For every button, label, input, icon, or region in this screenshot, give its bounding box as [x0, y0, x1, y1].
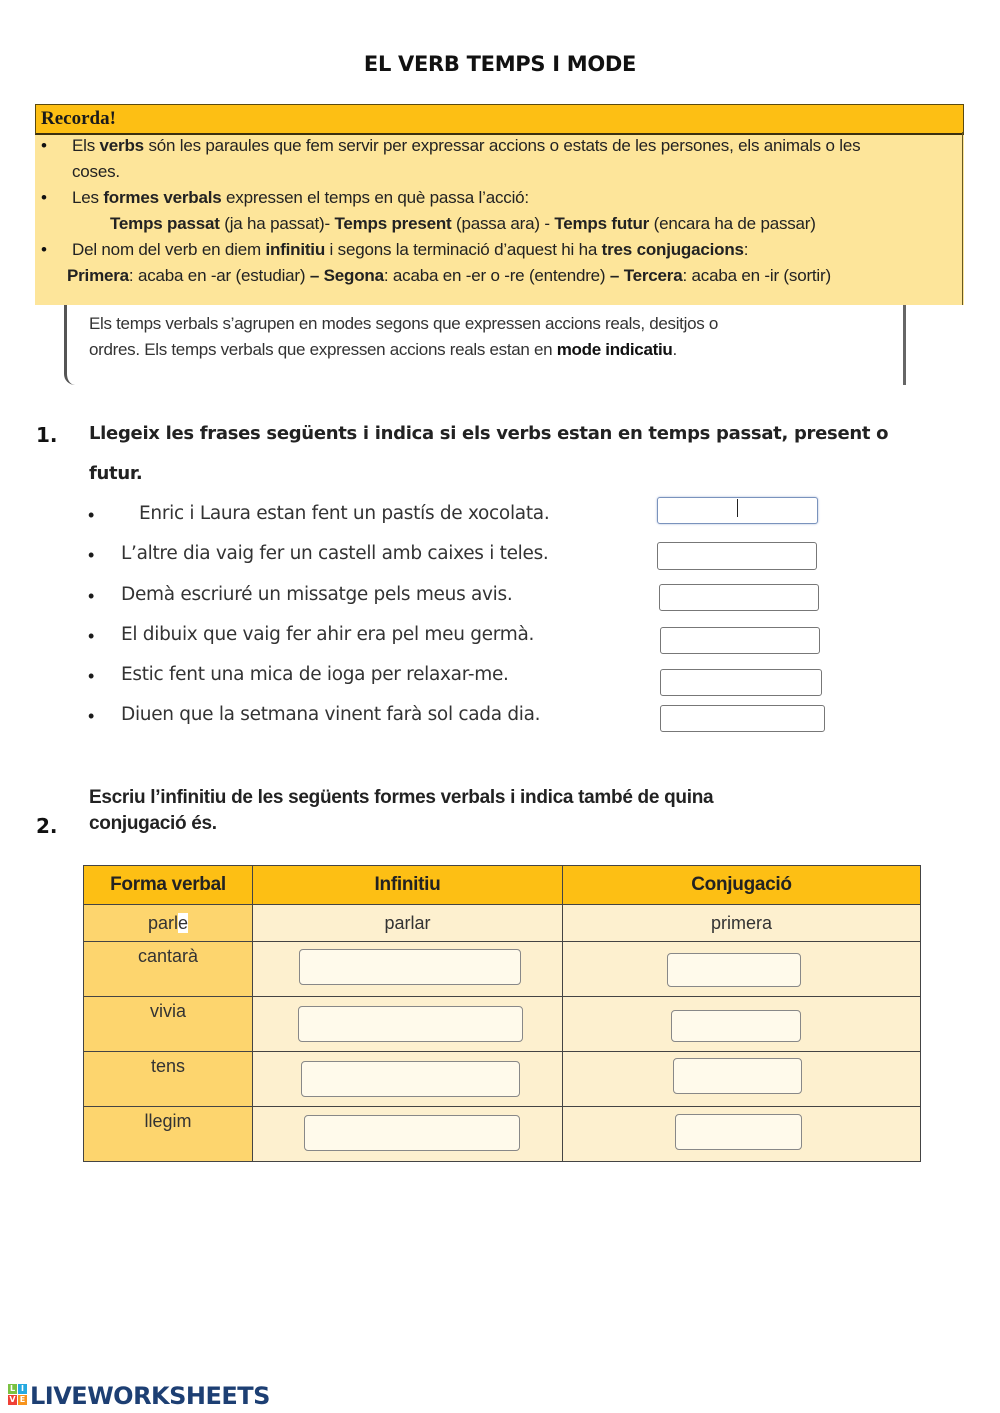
exercise-2-number: 2.	[36, 814, 58, 838]
verb-table	[83, 865, 921, 1162]
exercise-1-number: 1.	[36, 423, 58, 447]
bullet: •	[88, 545, 95, 565]
forma-cell: vivia	[84, 997, 253, 1052]
table-row	[84, 997, 921, 1052]
recorda-bullet-1: Els verbs són les paraules que fem servir per expressar accions o estats de les persones, els animals o les	[72, 136, 861, 155]
conjugacio-input-4[interactable]	[675, 1114, 802, 1150]
recorda-bullet-2: Les formes verbals expressen el temps en què passa l’acció:	[72, 188, 529, 207]
logo-text: LIVEWORKSHEETS	[30, 1382, 270, 1410]
bullet: •	[88, 505, 95, 525]
divider	[962, 132, 963, 305]
sentence-text: Diuen que la setmana vinent farà sol cada dia.	[121, 704, 541, 725]
answer-input-1[interactable]	[657, 497, 818, 524]
conjugacio-input-2[interactable]	[671, 1010, 801, 1042]
sentence-text: Estic fent una mica de ioga per relaxar-me.	[121, 664, 509, 685]
bullet: •	[41, 136, 47, 155]
infinitiu-cell	[253, 997, 563, 1052]
infinitiu-input-1[interactable]	[299, 949, 521, 985]
infinitiu-input-4[interactable]	[304, 1115, 520, 1151]
page-title: EL VERB TEMPS I MODE	[363, 52, 637, 76]
recorda-bullet-3: Del nom del verb en diem infinitiu i segons la terminació d’aquest hi ha tres conjugacions:	[72, 240, 749, 259]
bullet: •	[88, 666, 95, 686]
infinitiu-cell	[253, 1107, 563, 1162]
bullet: •	[41, 240, 47, 259]
conjugacio-input-1[interactable]	[667, 953, 801, 987]
recorda-heading: Recorda!	[41, 108, 116, 129]
infinitiu-input-3[interactable]	[301, 1061, 520, 1097]
bullet: •	[88, 586, 95, 606]
sentence-text: El dibuix que vaig fer ahir era pel meu germà.	[121, 624, 535, 645]
modes-line-1: Els temps verbals s’agrupen en modes segons que expressen accions reals, desitjos o	[89, 314, 719, 333]
conjugacio-input-3[interactable]	[673, 1058, 802, 1094]
infinitiu-cell: parlar	[253, 905, 563, 942]
text-caret	[737, 499, 738, 517]
conjugacio-cell	[563, 1052, 921, 1107]
bullet: •	[41, 188, 47, 207]
answer-input-6[interactable]	[660, 705, 825, 732]
exercise-2-instruction-2: conjugació és.	[89, 813, 217, 834]
recorda-bullet-1-cont: coses.	[72, 162, 120, 181]
forma-cell: parle	[84, 905, 253, 942]
infinitiu-cell	[253, 942, 563, 997]
answer-input-3[interactable]	[659, 584, 819, 611]
infinitiu-cell	[253, 1052, 563, 1107]
bracket-left	[64, 305, 75, 385]
forma-cell: llegim	[84, 1107, 253, 1162]
bullet: •	[88, 626, 95, 646]
table-header-row	[84, 866, 921, 905]
sentence-text: Enric i Laura estan fent un pastís de xocolata.	[139, 503, 550, 524]
infinitiu-input-2[interactable]	[298, 1006, 523, 1042]
bracket-right	[903, 305, 906, 385]
forma-cell: tens	[84, 1052, 253, 1107]
logo-tiles-icon: L I V E	[9, 1384, 26, 1404]
table-row	[84, 942, 921, 997]
header-forma-verbal: Forma verbal	[84, 866, 253, 905]
sentence-text: Demà escriuré un missatge pels meus avis.	[121, 584, 513, 605]
conjugacio-cell: primera	[563, 905, 921, 942]
sentence-text: L’altre dia vaig fer un castell amb caixes i teles.	[121, 543, 549, 564]
tenses-line: Temps passat (ja ha passat)- Temps present (passa ara) - Temps futur (encara ha de passar)	[110, 214, 816, 233]
header-conjugacio: Conjugació	[563, 866, 921, 905]
exercise-1-instruction-2: futur.	[89, 463, 143, 484]
conjugacio-cell	[563, 997, 921, 1052]
conjugations-line: Primera: acaba en -ar (estudiar) – Segona: acaba en -er o -re (entendre) – Tercera: acaba en -ir (sortir)	[67, 266, 831, 285]
answer-input-2[interactable]	[657, 542, 817, 570]
forma-cell: cantarà	[84, 942, 253, 997]
answer-input-4[interactable]	[660, 627, 820, 654]
table-row-example	[84, 905, 921, 942]
answer-input-5[interactable]	[660, 669, 822, 696]
conjugacio-cell	[563, 942, 921, 997]
header-infinitiu: Infinitiu	[253, 866, 563, 905]
conjugacio-cell	[563, 1107, 921, 1162]
exercise-1-instruction-1: Llegeix les frases següents i indica si els verbs estan en temps passat, present o	[89, 423, 889, 444]
bullet: •	[88, 706, 95, 726]
table-row	[84, 1052, 921, 1107]
exercise-2-instruction-1: Escriu l’infinitiu de les següents formes verbals i indica també de quina	[89, 787, 714, 808]
modes-line-2: ordres. Els temps verbals que expressen accions reals estan en mode indicatiu.	[89, 340, 677, 359]
table-row	[84, 1107, 921, 1162]
recorda-heading-bar	[35, 104, 964, 135]
